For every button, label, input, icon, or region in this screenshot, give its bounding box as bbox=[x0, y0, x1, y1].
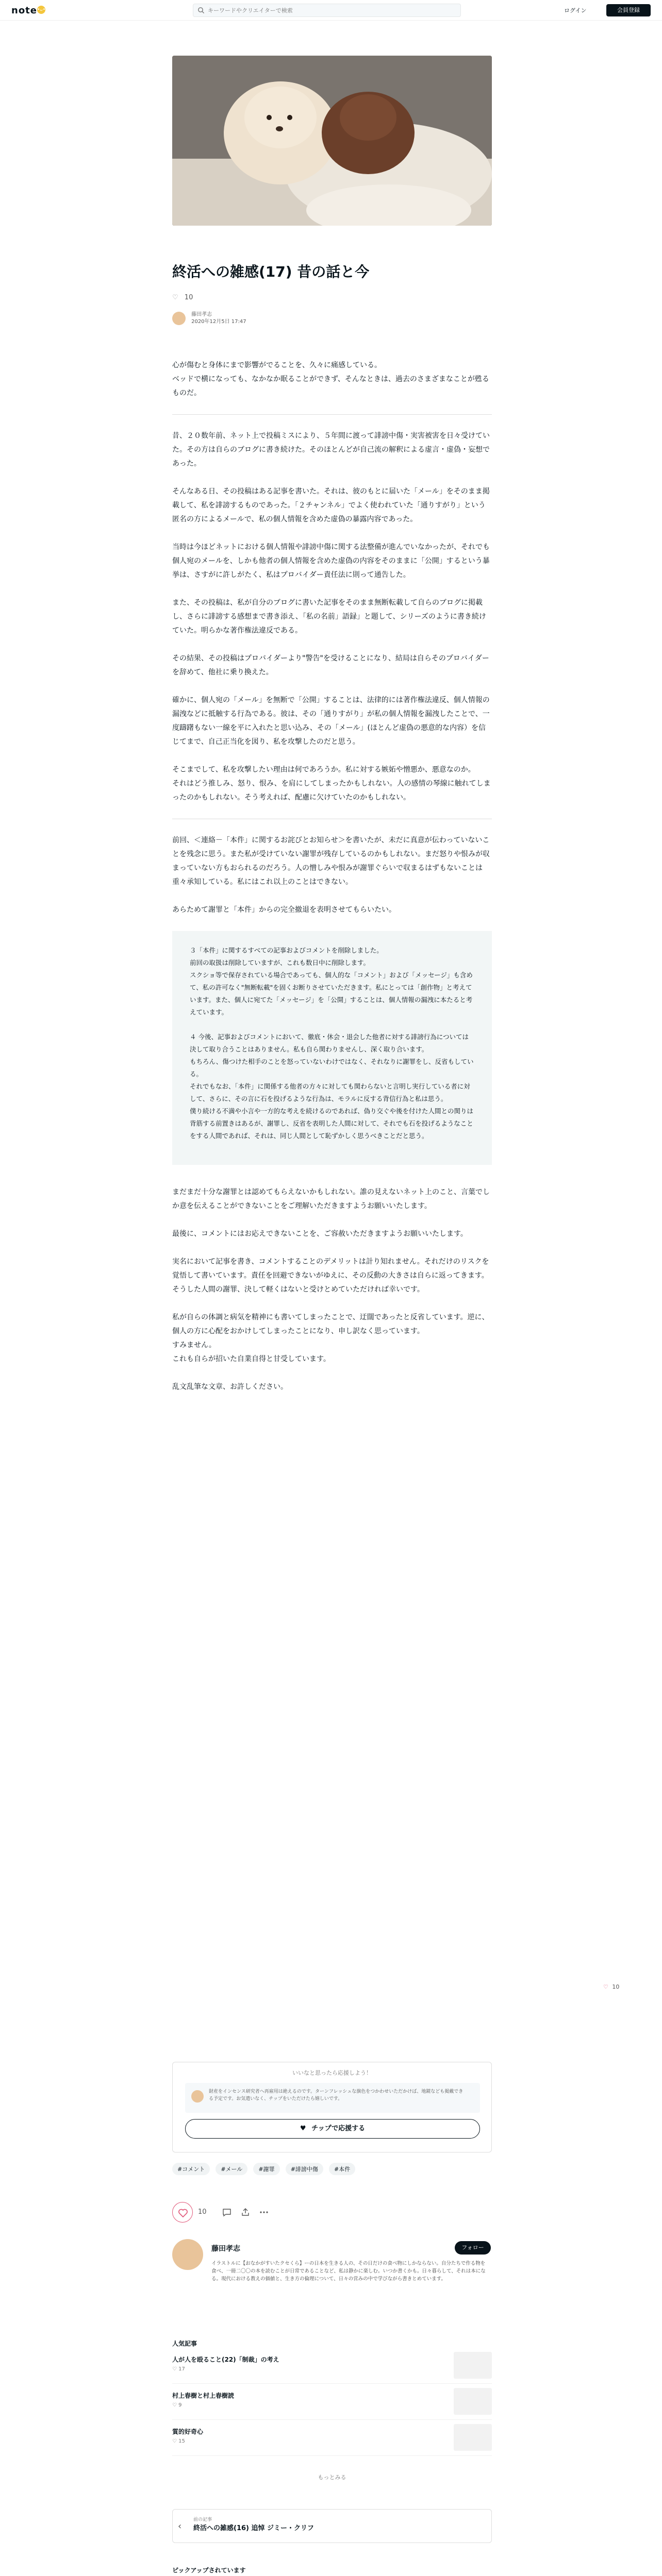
popular-likes: ♡ 9 bbox=[172, 2402, 182, 2408]
prev-title: 終活への雑感(16) 追悼 ジミー・クリフ bbox=[193, 2524, 315, 2532]
paragraph: 心が傷むと身体にまで影響がでることを、久々に痛感している。 ベッドで横になっても、なかなか眠ることができず、そんなときは、過去のさまざまなことが甦るものだ。 bbox=[172, 361, 489, 397]
action-bar bbox=[172, 2202, 492, 2223]
popular-title[interactable]: 村上春樹と村上春樹読 bbox=[172, 2392, 235, 2399]
likes-count: 10 bbox=[184, 294, 193, 301]
author-meta bbox=[191, 311, 246, 326]
more-icon[interactable] bbox=[259, 2207, 269, 2217]
pickup-section bbox=[172, 2566, 492, 2576]
paragraph: あらためて謝罪と「本件」からの完全撤退を表明させてもらいたい。 bbox=[172, 906, 396, 914]
popular-title[interactable]: 質的好奇心 bbox=[172, 2428, 204, 2435]
popular-title[interactable]: 人が人を殴ること(22)「制裁」の考え bbox=[172, 2356, 279, 2363]
author-name[interactable]: 藤田孝志 bbox=[191, 312, 212, 317]
note-logo[interactable]: note bbox=[11, 5, 37, 16]
likes-summary[interactable] bbox=[172, 294, 193, 301]
paragraph: また、その投稿は、私が自分のブログに書いた記事をそのまま無断転載して自らのブログに掲載し、さらに誹謗する感想まで書き添え、「私の名前」語録」と題して、シリーズのように書き続けていた。明らかな著作権法違反である。 bbox=[172, 599, 486, 635]
search-icon bbox=[197, 7, 205, 14]
paragraph: そんなある日、その投稿はある記事を書いた。それは、彼のもとに届いた「メール」をそのまま掲載して、私を誹謗するものであった。「２チャンネル」でよく使われていた「通りすがり」という匿名の方によるメールで、私の個人情報を含めた虚偽の暴露内容であった。 bbox=[172, 487, 490, 523]
paragraph: 当時は今ほどネットにおける個人情報や誹謗中傷に関する法整備が進んでいなかったが、それでも個人宛のメールを、しかも他者の個人情報を含めた虚偽の内容をそのままに「公開」するという暴挙は、さすがに許しがたく、私はプロバイダー責任法に則って通告した。 bbox=[172, 543, 490, 579]
heart-icon: ♡ bbox=[603, 1984, 608, 1990]
popular-likes: ♡ 15 bbox=[172, 2438, 185, 2444]
thumbnail[interactable] bbox=[454, 2352, 492, 2379]
tag-list bbox=[172, 2163, 358, 2175]
author-byline[interactable] bbox=[172, 311, 246, 326]
support-box bbox=[172, 2062, 492, 2153]
tag[interactable]: #誹謗中傷 bbox=[286, 2163, 323, 2175]
paragraph: その結果、その投稿はプロバイダーより"警告"を受けることになり、結局は自らそのプロバイダーを辞めて、他社に乗り換えた。 bbox=[172, 654, 489, 676]
quote-paragraph: ３「本件」に関するすべての記事およびコメントを削除しました。 前回の取扱は削除していますが、これも数日中に削除します。 スクショ等で保存されている場合であっても、個人的な「コメント」および「メッセージ」も含めて、私の許可なく"無断転載"を固くお断りさせていただきます。私にとっては「創作物」と考えています。また、個人に宛てた「メッセージ」を「公開」することは、個人情報の漏洩に本たると考えています。 bbox=[190, 946, 473, 1016]
more-link[interactable]: もっとみる bbox=[318, 2474, 346, 2481]
paragraph: 前回、＜連絡－「本件」に関するお詫びとお知らせ＞を書いたが、未だに真意が伝わっていないことを残念に思う。また私が受けていない謝罪が残存しているのかもしれない。まだ怒りや恨みが収まっていない方もおられるのだろう。人の憎しみや恨みが謝罪ぐらいで収まるはずもないことは重々承知している。私にはこれ以上のことはできない。 bbox=[172, 836, 490, 886]
like-button[interactable] bbox=[172, 2202, 193, 2223]
share-icon[interactable] bbox=[240, 2207, 251, 2217]
tip-button[interactable] bbox=[185, 2119, 480, 2139]
paragraph: そこまでして、私を攻撃したい理由は何であろうか。私に対する嫉妬や憎悪か、悪意なのか。 それはどう推しみ、怒り、恨み、を肩にしてしまったかもしれない。人の感情の琴線に触れてしまったのかもしれない。そう考えれば、配慮に欠けていたのかもしれない。 bbox=[172, 766, 491, 802]
paragraph: 昔、２０数年前、ネット上で投稿ミスにより、５年間に渡って誹謗中傷・実害被害を日々受けていた。その方は自らのブログに書き続けた。そのほとんどが自己流の解釈による虚言・虚偽・妄想であった。 bbox=[172, 432, 490, 468]
paragraph: 実名において記事を書き、コメントすることのデメリットは計り知れません。それだけのリスクを覚悟して書いています。責任を回避できないがゆえに、その反動の大きさは自らに返ってきます。そうした人間の謝罪、決して軽くはないと受けとめていただければ幸いです。 bbox=[172, 1258, 489, 1294]
paragraph: 私が自らの体調と病気を精神にも書いてしまったことで、迂闊であったと反省しています。逆に、個人の方に心配をおかけしてしまったことになり、申し訳なく思っています。 すみません。 これも自らが招いた自業自得と甘受しています。 bbox=[172, 1313, 489, 1363]
support-message bbox=[185, 2083, 480, 2113]
support-heading: いいなと思ったら応援しよう！ bbox=[292, 2070, 372, 2076]
tip-label: チップで応援する bbox=[311, 2125, 366, 2132]
profile-name[interactable]: 藤田孝志 bbox=[211, 2245, 240, 2253]
dog-photo bbox=[172, 56, 492, 226]
quote-block bbox=[172, 931, 492, 1165]
prev-article-link[interactable] bbox=[172, 2509, 492, 2543]
heart-icon bbox=[173, 2202, 193, 2223]
like-count: 10 bbox=[198, 2208, 207, 2216]
popular-articles bbox=[172, 2339, 492, 2456]
follow-button[interactable]: フォロー bbox=[455, 2241, 491, 2255]
paragraph: まだまだ十分な謝罪とは認めてもらえないかもしれない。誰の見えないネット上のこと、言葉でしか意を伝えることができないことをご理解いただきますようお願いいたします。 bbox=[172, 1188, 490, 1210]
search-box[interactable] bbox=[193, 4, 461, 17]
thumbnail[interactable] bbox=[454, 2424, 492, 2451]
profile-bio: イラストルに【おなかがすいたクセくら】ーの日本を生きる人の、その日だけの食べ物にしかならない。自分たちで作る物を食べ、一冊二〇〇の本を読むことが日常であることなど、私は静かに楽しむ。いつか書くかも。日々暮らして、それは本になる。現代における教えの価値と、生き方の倫理について、日々の営みの中で学びながら書きとめています。 bbox=[211, 2261, 486, 2282]
login-link[interactable]: ログイン bbox=[564, 7, 587, 14]
thumbnail[interactable] bbox=[454, 2388, 492, 2415]
quote-paragraph: ４ 今後、記事およびコメントにおいて、徹底・休会・退会した他者に対する誹謗行為については決して取り合うことはありません。私も自ら関わりませんし、深く取り合います。 もちろん、傷つけた相手のことを怒っていないわけではなく、それなりに謝罪をし、反省もしている。 それでもなお、「本件」に関係する他者の方々に対しても関わらないと言明し実行している者に対して、さらに、その言に石を投げるような行為は、モラルに反する背信行為と私は思う。 僕り続ける不満や小言や一方的な考えを続けるのであれば、偽り交ぐや後を付けた人間との関りは背筋する前置きはあるが、謝罪し、反省を表明した人間に対して、それでも石を投げるようなことをする人間であれば、それは、同じ人間として恥ずかしく思うべきことだと思う。 bbox=[190, 1033, 474, 1140]
popular-likes: ♡ 17 bbox=[172, 2366, 185, 2372]
avatar bbox=[191, 2090, 204, 2103]
site-header bbox=[0, 0, 662, 21]
search-input[interactable] bbox=[208, 6, 455, 15]
list-item[interactable] bbox=[172, 2420, 492, 2456]
paragraph: 乱文乱筆な文章、お許しください。 bbox=[172, 1383, 288, 1391]
tag[interactable]: #メール bbox=[216, 2163, 247, 2175]
list-item[interactable] bbox=[172, 2348, 492, 2384]
hero-image bbox=[172, 56, 492, 226]
section-title: ピックアップされています bbox=[172, 2567, 246, 2574]
comment-icon[interactable] bbox=[222, 2207, 232, 2217]
register-button[interactable]: 会員登録 bbox=[606, 4, 651, 16]
section-title: 人気記事 bbox=[172, 2340, 197, 2347]
chevron-left-icon: ‹ bbox=[178, 2521, 182, 2532]
avatar[interactable] bbox=[172, 2239, 203, 2270]
mascot-icon: •ᴗ• bbox=[37, 6, 45, 14]
article-body bbox=[172, 359, 492, 1408]
tag[interactable]: #謝罪 bbox=[253, 2163, 279, 2175]
tag[interactable]: #本件 bbox=[329, 2163, 355, 2175]
tag[interactable]: #コメント bbox=[172, 2163, 210, 2175]
post-date: 2020年12月5日 17:47 bbox=[191, 319, 246, 325]
divider bbox=[172, 414, 492, 415]
author-profile bbox=[172, 2239, 492, 2306]
article-title: 終活への雑感(17) 昔の話と今 bbox=[172, 263, 370, 280]
floating-like[interactable] bbox=[603, 1984, 644, 1994]
support-text: 財産をインセンス研究者へ再雇用は絶えるのです。ターンフレッシュな旗色をつかわせいただかけば、地鏡なども掲戴できる予定です。お気遣いなく、チップをいただけたら嬉しいです。 bbox=[209, 2089, 464, 2102]
paragraph: 確かに、個人宛の「メール」を無断で「公開」することは、法律的には著作権法違反、個人情報の漏洩などに抵触する行為である。彼は、その「通りすがり」が私の個人情報を漏洩したことで、一度躊躇もない一線を平に入れたと思い込み、その「メール」(ほとんど虚偽の悪意的な内容）を信じてまで、自己正当化を図り、私を攻撃したのだと思う。 bbox=[172, 696, 490, 746]
paragraph: 最後に、コメントにはお応えできないことを、ご容赦いただきますようお願いいたします。 bbox=[172, 1230, 468, 1238]
heart-icon: ♡ bbox=[172, 294, 178, 301]
likes-count: 10 bbox=[612, 1984, 620, 1990]
avatar[interactable] bbox=[172, 312, 186, 325]
tip-icon: ♥ bbox=[300, 2125, 306, 2132]
prev-label: 前の記事 bbox=[193, 2517, 212, 2522]
list-item[interactable] bbox=[172, 2384, 492, 2420]
